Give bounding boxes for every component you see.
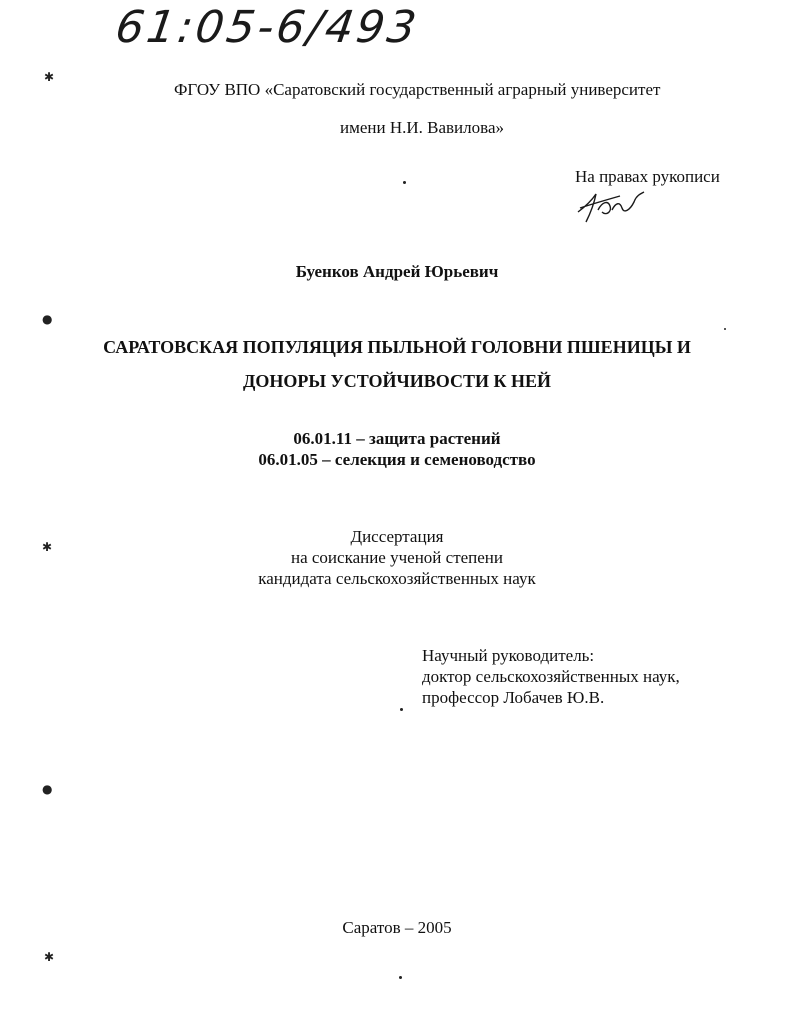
specialty-1: 06.01.11 – защита растений (293, 429, 501, 448)
binding-mark-icon: ✱ (42, 540, 53, 554)
author-name: Буенков Андрей Юрьевич (295, 262, 499, 281)
supervisor-name: профессор Лобачев Ю.В. (422, 688, 605, 707)
binding-mark-icon: ● (42, 312, 53, 326)
binding-mark-icon: ✱ (44, 950, 55, 964)
place-year: Саратов – 2005 (342, 918, 452, 937)
binding-mark-icon: ✱ (44, 70, 55, 84)
speck (400, 708, 403, 711)
supervisor-label: Научный руководитель: (422, 646, 595, 665)
title-line-2: ДОНОРЫ УСТОЙЧИВОСТИ К НЕЙ (242, 371, 552, 391)
rights-note: На правах рукописи (575, 167, 720, 186)
title-line-1: САРАТОВСКАЯ ПОПУЛЯЦИЯ ПЫЛЬНОЙ ГОЛОВНИ ПШЕНИЦЫ И (103, 337, 691, 357)
handwritten-archive-code: 61:05-6/493 (112, 2, 423, 53)
institution-line-2: имени Н.И. Вавилова» (340, 118, 504, 137)
supervisor-degree: доктор сельскохозяйственных наук, (422, 667, 680, 686)
institution-line-1: ФГОУ ВПО «Саратовский государственный аграрный университет (174, 80, 661, 99)
speck (403, 181, 406, 184)
dissertation-line-2: на соискание ученой степени (290, 548, 504, 567)
dissertation-line-1: Диссертация (350, 527, 444, 546)
dissertation-line-3: кандидата сельскохозяйственных наук (258, 569, 536, 588)
binding-mark-icon: ● (42, 782, 53, 796)
specialty-2: 06.01.05 – селекция и семеноводство (258, 450, 536, 469)
signature-icon (572, 186, 648, 232)
speck (399, 976, 402, 979)
